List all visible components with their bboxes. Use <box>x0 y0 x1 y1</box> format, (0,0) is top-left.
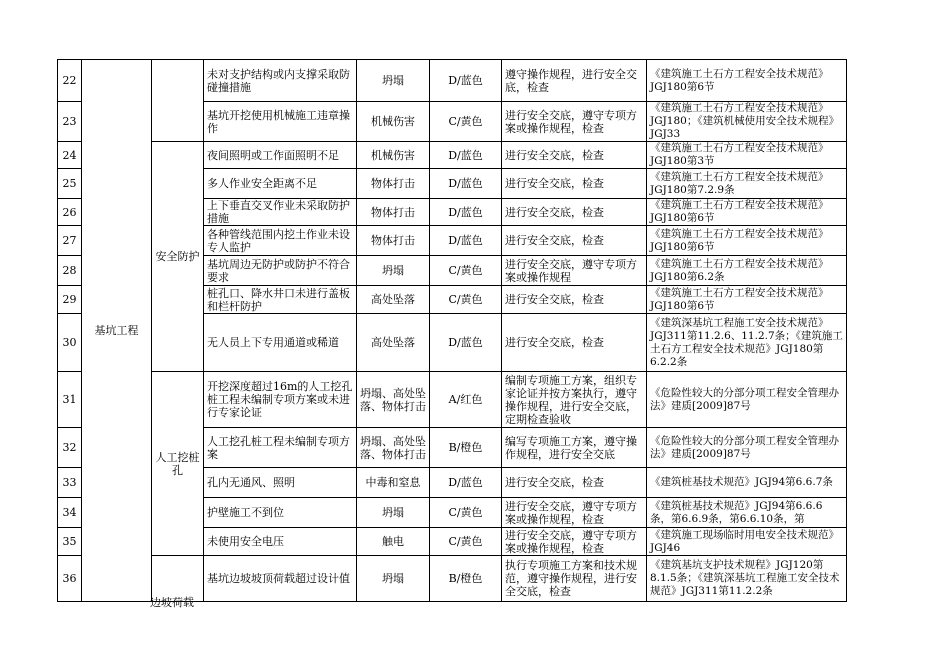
risk-level: D/蓝色 <box>430 314 502 372</box>
control-measure: 进行安全交底，检查 <box>502 286 647 314</box>
risk-level: C/黄色 <box>430 102 502 142</box>
control-measure: 进行安全交底，遵守专项方案或操作规程，检查 <box>502 498 647 528</box>
category-safety: 安全防护 <box>152 142 204 372</box>
regulation-basis: 《建筑施工土石方工程安全技术规范》JGJ180第6节 <box>647 286 847 314</box>
hazard-description: 夜间照明或工作面照明不足 <box>204 142 357 169</box>
category-label-slope-overflow: 边坡荷载 <box>150 596 194 609</box>
regulation-basis: 《建筑施工土石方工程安全技术规范》JGJ180第6节 <box>647 226 847 256</box>
regulation-basis: 《建筑施工土石方工程安全技术规范》JGJ180第7.2.9条 <box>647 169 847 199</box>
accident-type: 坍塌、高处坠落、物体打击 <box>357 372 430 428</box>
accident-type: 中毒和窒息 <box>357 468 430 498</box>
control-measure: 进行安全交底，检查 <box>502 314 647 372</box>
hazard-description: 未对支护结构或内支撑采取防碰撞措施 <box>204 60 357 102</box>
risk-level: D/蓝色 <box>430 142 502 169</box>
row-number: 36 <box>58 556 82 602</box>
accident-type: 物体打击 <box>357 226 430 256</box>
accident-type: 触电 <box>357 528 430 556</box>
hazard-description: 开挖深度超过16m的人工挖孔桩工程未编制专项方案或未进行专家论证 <box>204 372 357 428</box>
control-measure: 遵守操作规程，进行安全交底，检查 <box>502 60 647 102</box>
accident-type: 坍塌 <box>357 556 430 602</box>
row-number: 29 <box>58 286 82 314</box>
regulation-basis: 《危险性较大的分部分项工程安全管理办法》建质[2009]87号 <box>647 428 847 468</box>
regulation-basis: 《建筑施工土石方工程安全技术规范》JGJ180第3节 <box>647 142 847 169</box>
row-number: 26 <box>58 199 82 226</box>
hazard-table <box>57 59 847 602</box>
regulation-basis: 《建筑基坑支护技术规程》JGJ120第8.1.5条；《建筑深基坑工程施工安全技术规范》JGJ311第11.2.2条 <box>647 556 847 602</box>
hazard-description: 基坑边坡坡顶荷载超过设计值 <box>204 556 357 602</box>
row-number: 32 <box>58 428 82 468</box>
regulation-basis: 《建筑施工土石方工程安全技术规范》JGJ180第6节 <box>647 60 847 102</box>
accident-type: 坍塌、高处坠落、物体打击 <box>357 428 430 468</box>
risk-level: C/黄色 <box>430 286 502 314</box>
row-number: 28 <box>58 256 82 286</box>
row-number: 33 <box>58 468 82 498</box>
category-manual-pile: 人工挖桩孔 <box>152 372 204 556</box>
accident-type: 高处坠落 <box>357 286 430 314</box>
control-measure: 进行安全交底，检查 <box>502 199 647 226</box>
regulation-basis: 《建筑施工土石方工程安全技术规范》JGJ180第6.2条 <box>647 256 847 286</box>
hazard-description: 护壁施工不到位 <box>204 498 357 528</box>
table-row <box>58 142 847 169</box>
table-row <box>58 60 847 102</box>
regulation-basis: 《建筑施工土石方工程安全技术规范》JGJ180；《建筑机械使用安全技术规程》JGJ33 <box>647 102 847 142</box>
control-measure: 编制专项施工方案，组织专家论证并按方案执行，遵守操作规程，进行安全交底，定期检查验收 <box>502 372 647 428</box>
regulation-basis: 《建筑桩基技术规范》JGJ94第6.6.7条 <box>647 468 847 498</box>
hazard-description: 人工挖孔桩工程未编制专项方案 <box>204 428 357 468</box>
accident-type: 坍塌 <box>357 498 430 528</box>
row-number: 34 <box>58 498 82 528</box>
hazard-description: 基坑周边无防护或防护不符合要求 <box>204 256 357 286</box>
risk-level: C/黄色 <box>430 528 502 556</box>
control-measure: 进行安全交底，遵守专项方案或操作规程 <box>502 256 647 286</box>
control-measure: 进行安全交底，检查 <box>502 142 647 169</box>
hazard-description: 各种管线范围内挖土作业未设专人监护 <box>204 226 357 256</box>
regulation-basis: 《建筑深基坑工程施工安全技术规范》JGJ311第11.2.6、11.2.7条；《建筑施工土石方工程安全技术规范》JGJ180第6.2.2条 <box>647 314 847 372</box>
control-measure: 执行专项施工方案和技术规范，遵守操作规程，进行安全交底，检查 <box>502 556 647 602</box>
accident-type: 机械伤害 <box>357 142 430 169</box>
table-row <box>58 372 847 428</box>
control-measure: 进行安全交底，检查 <box>502 226 647 256</box>
row-number: 24 <box>58 142 82 169</box>
control-measure: 进行安全交底，遵守专项方案或操作规程，检查 <box>502 102 647 142</box>
risk-level: D/蓝色 <box>430 468 502 498</box>
hazard-description: 未使用安全电压 <box>204 528 357 556</box>
regulation-basis: 《危险性较大的分部分项工程安全管理办法》建质[2009]87号 <box>647 372 847 428</box>
hazard-description: 孔内无通风、照明 <box>204 468 357 498</box>
risk-level: B/橙色 <box>430 556 502 602</box>
regulation-basis: 《建筑施工土石方工程安全技术规范》JGJ180第6节 <box>647 199 847 226</box>
regulation-basis: 《建筑施工现场临时用电安全技术规范》JGJ46 <box>647 528 847 556</box>
hazard-description: 多人作业安全距离不足 <box>204 169 357 199</box>
accident-type: 高处坠落 <box>357 314 430 372</box>
risk-level: B/橙色 <box>430 428 502 468</box>
row-number: 35 <box>58 528 82 556</box>
control-measure: 编写专项施工方案，遵守操作规程，进行安全交底 <box>502 428 647 468</box>
accident-type: 坍塌 <box>357 60 430 102</box>
risk-level: C/黄色 <box>430 256 502 286</box>
row-number: 30 <box>58 314 82 372</box>
accident-type: 坍塌 <box>357 256 430 286</box>
accident-type: 物体打击 <box>357 169 430 199</box>
hazard-description: 桩孔口、降水井口未进行盖板和栏杆防护 <box>204 286 357 314</box>
risk-level: A/红色 <box>430 372 502 428</box>
row-number: 22 <box>58 60 82 102</box>
row-number: 31 <box>58 372 82 428</box>
risk-level: D/蓝色 <box>430 169 502 199</box>
risk-level: D/蓝色 <box>430 60 502 102</box>
hazard-description: 上下垂直交叉作业未采取防护措施 <box>204 199 357 226</box>
control-measure: 进行安全交底，检查 <box>502 468 647 498</box>
hazard-description: 无人员上下专用通道或稀道 <box>204 314 357 372</box>
regulation-basis: 《建筑桩基技术规范》JGJ94第6.6.6条，第6.6.9条，第6.6.10条，第 <box>647 498 847 528</box>
subcategory-blank <box>152 60 204 142</box>
row-number: 23 <box>58 102 82 142</box>
risk-level: D/蓝色 <box>430 226 502 256</box>
control-measure: 进行安全交底，检查 <box>502 169 647 199</box>
risk-level: C/黄色 <box>430 498 502 528</box>
accident-type: 物体打击 <box>357 199 430 226</box>
row-number: 25 <box>58 169 82 199</box>
row-number: 27 <box>58 226 82 256</box>
category-pit: 基坑工程 <box>82 60 152 602</box>
risk-level: D/蓝色 <box>430 199 502 226</box>
accident-type: 机械伤害 <box>357 102 430 142</box>
hazard-description: 基坑开挖使用机械施工违章操作 <box>204 102 357 142</box>
control-measure: 进行安全交底，遵守专项方案或操作规程，检查 <box>502 528 647 556</box>
